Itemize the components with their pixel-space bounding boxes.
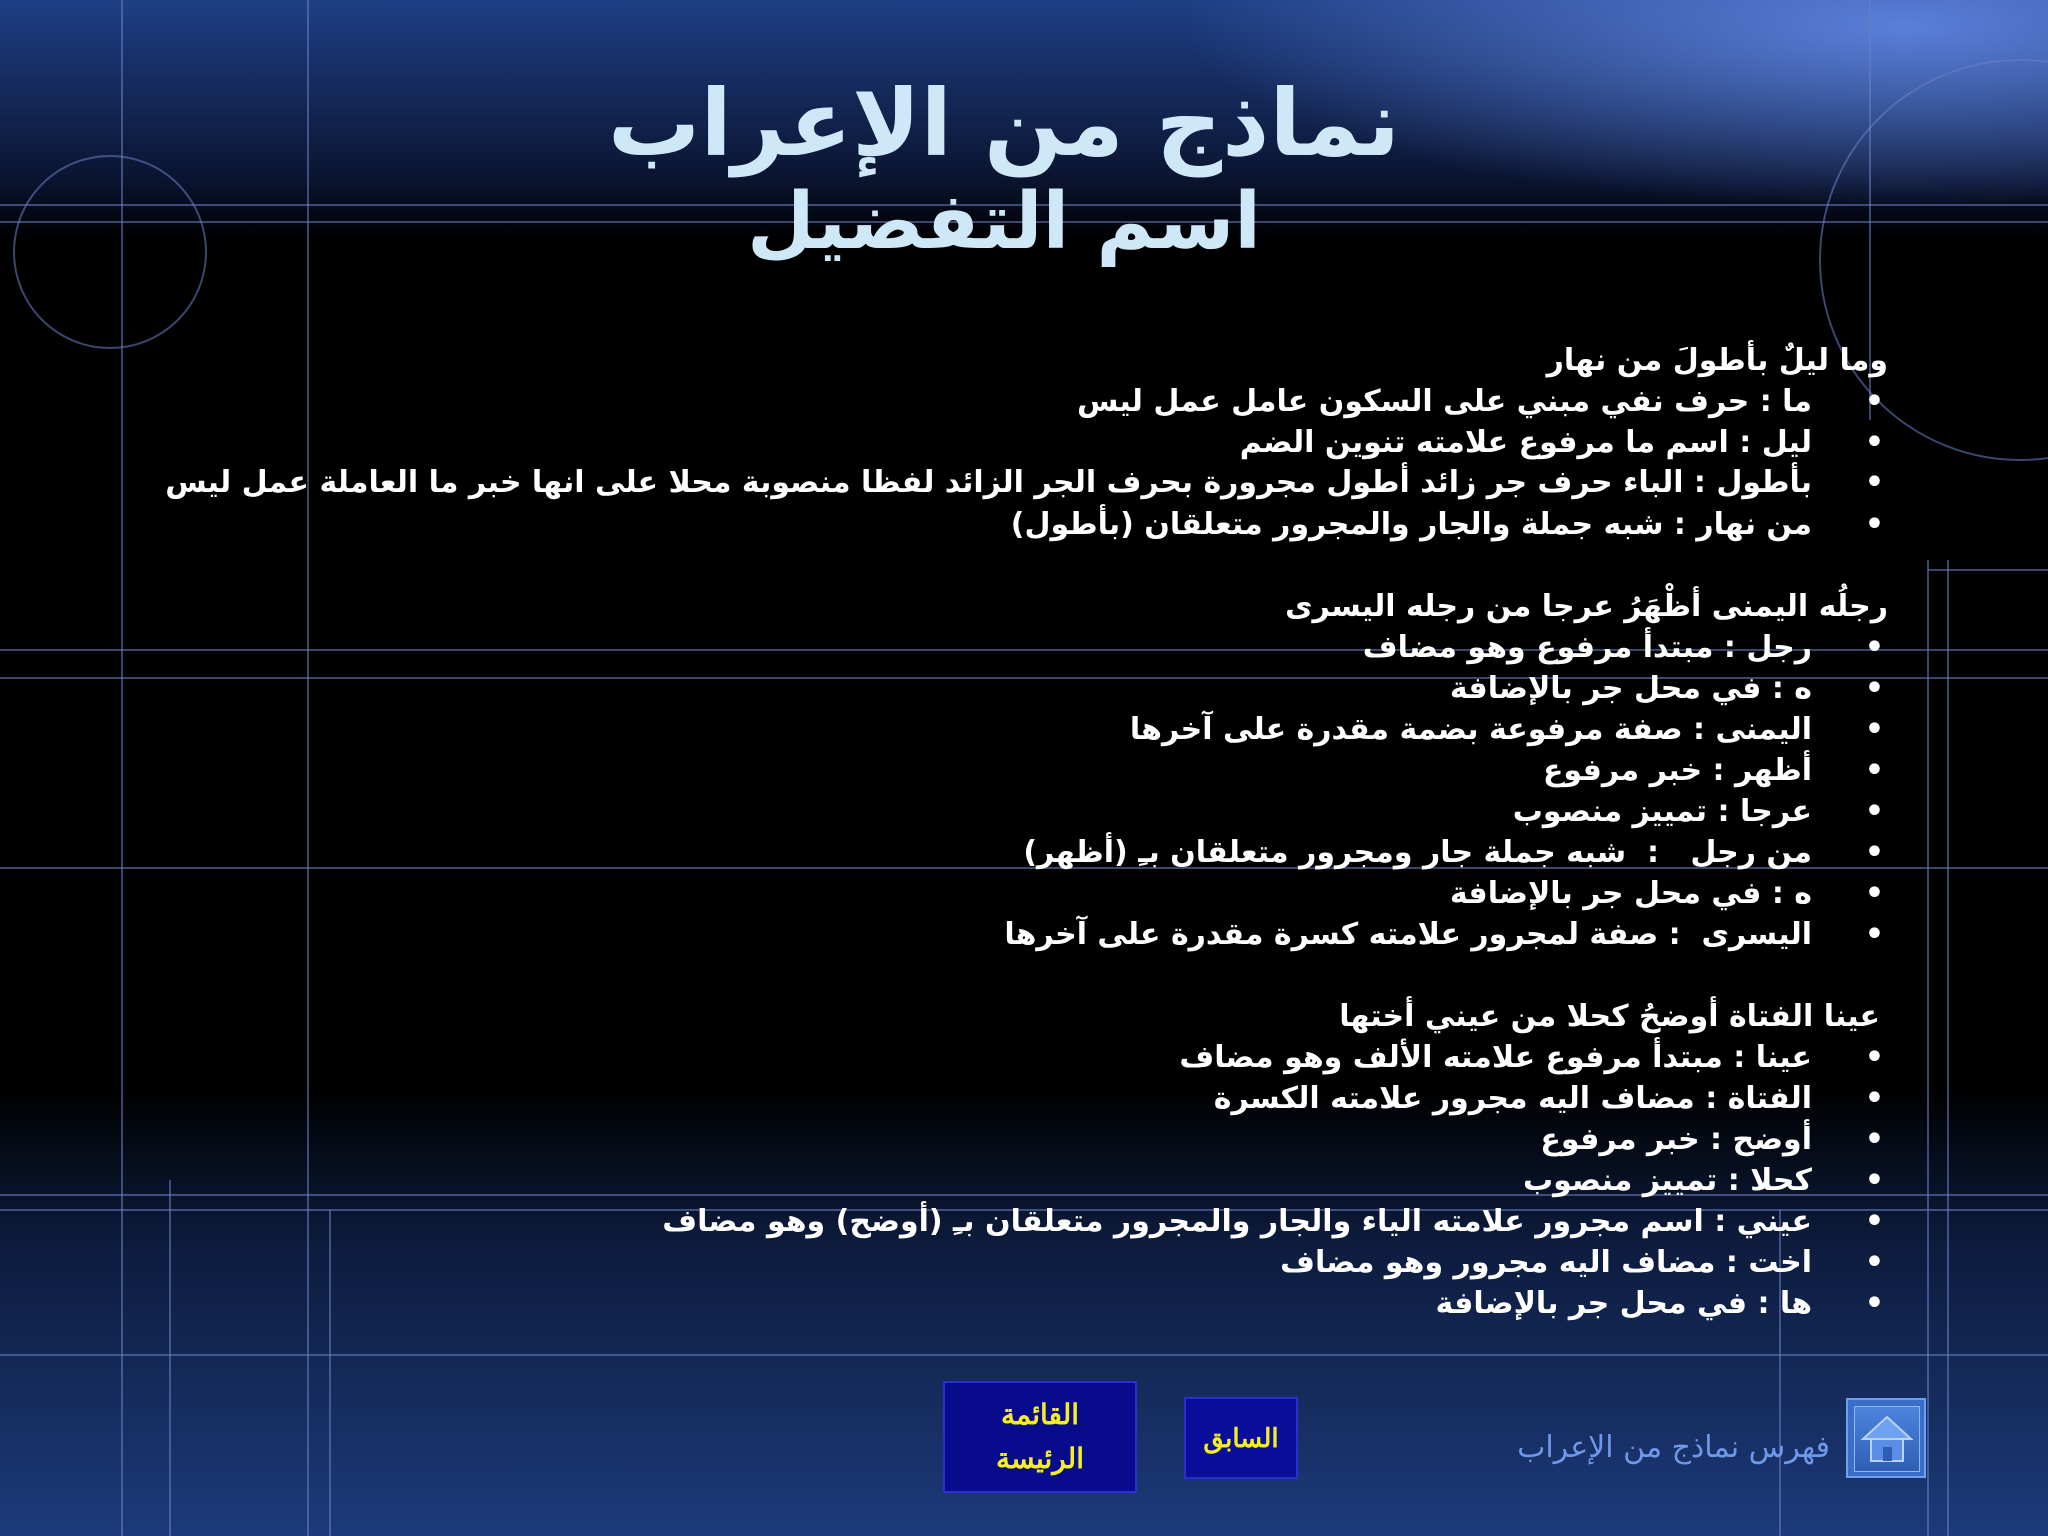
- bullet-icon: •: [1864, 1204, 1884, 1239]
- list-item: • اليمنى : صفة مرفوعة بضمة مقدرة على آخرها: [150, 709, 1890, 750]
- list-item: • ه : في محل جر بالإضافة: [150, 668, 1890, 709]
- title-block: [0, 70, 2048, 266]
- bullet-icon: •: [1864, 917, 1884, 952]
- index-link[interactable]: فهرس نماذج من الإعراب: [1517, 1430, 1830, 1465]
- slide-subtitle: اسم التفضيل: [746, 177, 1262, 267]
- bullet-icon: •: [1864, 1081, 1884, 1116]
- list-item: • كحلا : تمييز منصوب: [150, 1160, 1890, 1201]
- main-menu-button[interactable]: [943, 1381, 1137, 1493]
- bullet-icon: •: [1864, 425, 1884, 460]
- parsing-list: [150, 381, 1890, 545]
- bullet-icon: •: [1864, 465, 1884, 500]
- list-item: • عينا : مبتدأ مرفوع علامته الألف وهو مضاف: [150, 1037, 1890, 1078]
- bullet-icon: •: [1864, 1163, 1884, 1198]
- parsing-list: [150, 627, 1890, 955]
- list-item: • ما : حرف نفي مبني على السكون عامل عمل ليس: [150, 381, 1890, 422]
- main-menu-label-line2: الرئيسة: [996, 1443, 1084, 1474]
- list-item: • ليل : اسم ما مرفوع علامته تنوين الضم: [150, 422, 1890, 463]
- list-item: • اخت : مضاف اليه مجرور وهو مضاف: [150, 1242, 1890, 1283]
- example-sentence: رجلُه اليمنى أظْهَرُ عرجا من رجله اليسرى: [1285, 589, 1888, 624]
- list-item: • أظهر : خبر مرفوع: [150, 750, 1890, 791]
- list-item: • من نهار : شبه جملة والجار والمجرور متعلقان (بأطول): [150, 504, 1890, 545]
- home-icon: [1854, 1406, 1920, 1472]
- previous-button[interactable]: السابق: [1184, 1397, 1298, 1479]
- list-item: • بأطول : الباء حرف جر زائد أطول مجرورة بحرف الجر الزائد لفظا منصوبة محلا على انها خبر ما العاملة عمل ليس: [165, 465, 1884, 500]
- bullet-icon: •: [1864, 671, 1884, 706]
- bullet-icon: •: [1864, 712, 1884, 747]
- content-area: [150, 340, 1890, 1324]
- bullet-icon: •: [1864, 794, 1884, 829]
- bullet-icon: •: [1864, 1245, 1884, 1280]
- bullet-icon: •: [1864, 630, 1884, 665]
- list-item: • ه : في محل جر بالإضافة: [150, 873, 1890, 914]
- bullet-icon: •: [1864, 876, 1884, 911]
- parsing-list: [150, 1037, 1890, 1324]
- list-item: • أوضح : خبر مرفوع: [150, 1119, 1890, 1160]
- bullet-icon: •: [1864, 835, 1884, 870]
- bullet-icon: •: [1864, 1040, 1884, 1075]
- list-item: • اليسرى : صفة لمجرور علامته كسرة مقدرة على آخرها: [150, 914, 1890, 955]
- list-item: • رجل : مبتدأ مرفوع وهو مضاف: [150, 627, 1890, 668]
- list-item: • عرجا : تمييز منصوب: [150, 791, 1890, 832]
- main-menu-label-line1: القائمة: [1001, 1399, 1079, 1430]
- bullet-icon: •: [1864, 384, 1884, 419]
- slide-title: نماذج من الإعراب: [607, 70, 1401, 177]
- list-item: • عيني : اسم مجرور علامته الياء والجار والمجرور متعلقان بـِ (أوضح) وهو مضاف: [150, 1201, 1890, 1242]
- example-sentence: وما ليلٌ بأطولَ من نهار: [1546, 343, 1888, 378]
- bullet-icon: •: [1864, 753, 1884, 788]
- bullet-icon: •: [1864, 1286, 1884, 1321]
- list-item: • ها : في محل جر بالإضافة: [150, 1283, 1890, 1324]
- example-sentence: عينا الفتاة أوضحُ كحلا من عيني أختها: [1339, 999, 1880, 1034]
- bullet-icon: •: [1864, 1122, 1884, 1157]
- list-item: • الفتاة : مضاف اليه مجرور علامته الكسرة: [150, 1078, 1890, 1119]
- bullet-icon: •: [1864, 507, 1884, 542]
- home-button[interactable]: [1846, 1398, 1926, 1478]
- list-item: • من رجل : شبه جملة جار ومجرور متعلقان بـِ (أظهر): [150, 832, 1890, 873]
